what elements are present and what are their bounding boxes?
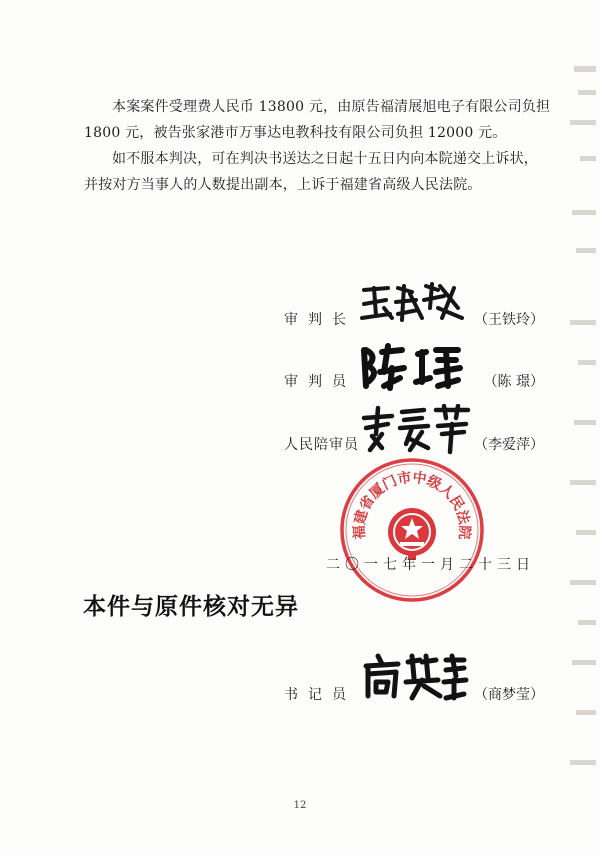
text-line: 本案案件受理费人民币 13800 元，由原告福清展旭电子有限公司负担	[112, 99, 551, 115]
text-line: 1800 元，被告张家港市万事达电教科技有限公司负担 12000 元。	[84, 125, 507, 141]
appeal-paragraph	[84, 146, 554, 198]
national-emblem-icon	[388, 508, 436, 560]
printed-name: （商梦莹）	[474, 687, 544, 703]
text-line: 如不服本判决，可在判决书送达之日起十五日内向本院递交上诉状，	[112, 151, 538, 167]
page-number: 12	[293, 800, 307, 811]
juror-row	[284, 434, 554, 458]
certification-stamp: 本件与原件核对无异	[83, 594, 299, 620]
role-label: 人民陪审员	[284, 437, 359, 453]
printed-name: （李爱萍）	[474, 437, 544, 453]
role-label: 审判长	[284, 312, 356, 328]
role-label: 书记员	[284, 687, 356, 703]
printed-name: （王铁玲）	[474, 312, 544, 328]
role-label: 审判员	[284, 374, 356, 390]
judge-row	[284, 371, 554, 395]
presiding-judge-row	[284, 309, 554, 333]
text-line: 并按对方当事人的人数提出副本，上诉于福建省高级人民法院。	[84, 177, 482, 193]
seal-lettering: 福建省厦门市中级人民法院	[351, 469, 473, 540]
court-seal	[338, 456, 486, 604]
printed-name: （陈 璟）	[483, 374, 544, 390]
court-fee-paragraph	[84, 94, 554, 146]
judgment-date: 二〇一七年一月二十三日	[326, 557, 535, 573]
clerk-row	[284, 684, 554, 708]
